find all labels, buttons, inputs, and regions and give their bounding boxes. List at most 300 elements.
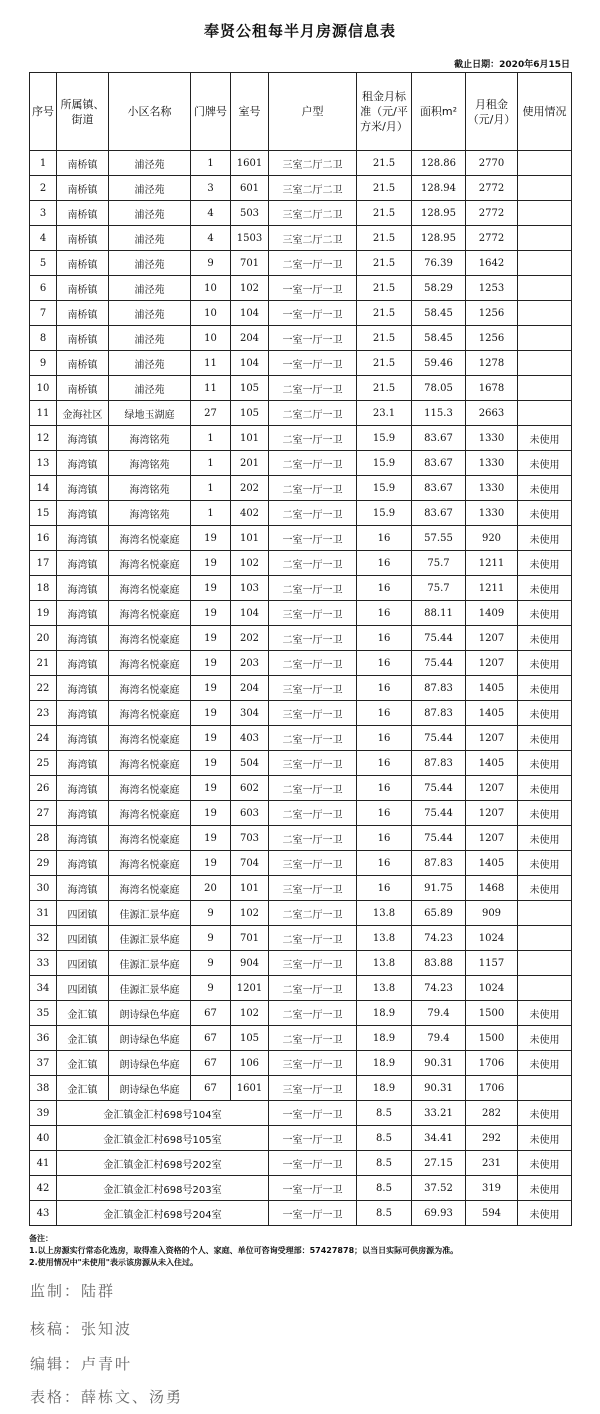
cell-town: 南桥镇: [57, 201, 109, 226]
cell-area: 75.7: [412, 551, 466, 576]
cell-town: 海湾镇: [57, 826, 109, 851]
cell-community: 海湾铭苑: [109, 451, 191, 476]
cell-building: 1: [191, 451, 231, 476]
cell-area: 115.3: [412, 401, 466, 426]
cell-building: 10: [191, 301, 231, 326]
cell-town: 海湾镇: [57, 726, 109, 751]
cell-room: 203: [231, 651, 269, 676]
cell-area: 65.89: [412, 901, 466, 926]
cell-rent-rate: 15.9: [357, 501, 412, 526]
cell-town: 南桥镇: [57, 176, 109, 201]
cell-rent-rate: 21.5: [357, 176, 412, 201]
cell-index: 26: [30, 776, 57, 801]
cell-rent-rate: 16: [357, 551, 412, 576]
cell-room: 1201: [231, 976, 269, 1001]
cell-room: 402: [231, 501, 269, 526]
cell-usage: 未使用: [518, 801, 572, 826]
cell-index: 21: [30, 651, 57, 676]
cell-monthly-rent: 920: [466, 526, 518, 551]
header-room: 室号: [231, 73, 269, 151]
cell-monthly-rent: 1207: [466, 801, 518, 826]
cell-monthly-rent: 1405: [466, 851, 518, 876]
cell-monthly-rent: 2772: [466, 226, 518, 251]
cell-rent-rate: 13.8: [357, 926, 412, 951]
cell-town: 南桥镇: [57, 276, 109, 301]
table-row: [30, 951, 572, 976]
cell-index: 29: [30, 851, 57, 876]
cell-town: 金汇镇: [57, 1076, 109, 1101]
cell-area: 75.44: [412, 801, 466, 826]
cell-area: 58.45: [412, 301, 466, 326]
cell-layout: 二室一厅一卫: [269, 476, 357, 501]
cell-room: 202: [231, 626, 269, 651]
header-usage: 使用情况: [518, 73, 572, 151]
header-monthly-rent: 月租金（元/月）: [466, 73, 518, 151]
cell-community: 海湾名悦豪庭: [109, 526, 191, 551]
cell-area: 83.88: [412, 951, 466, 976]
cell-usage: 未使用: [518, 426, 572, 451]
cell-usage: [518, 326, 572, 351]
cell-room: 904: [231, 951, 269, 976]
cell-room: 704: [231, 851, 269, 876]
cell-room: 504: [231, 751, 269, 776]
cell-rent-rate: 21.5: [357, 151, 412, 176]
cell-community: 浦泾苑: [109, 251, 191, 276]
cell-index: 43: [30, 1201, 57, 1226]
cell-monthly-rent: 2770: [466, 151, 518, 176]
cell-rent-rate: 15.9: [357, 476, 412, 501]
cell-monthly-rent: 1706: [466, 1051, 518, 1076]
table-row: [30, 551, 572, 576]
cell-monthly-rent: 1405: [466, 751, 518, 776]
cell-usage: 未使用: [518, 626, 572, 651]
credit-person: 陆群: [81, 1282, 116, 1300]
cell-town: 海湾镇: [57, 801, 109, 826]
cell-building: 1: [191, 151, 231, 176]
cell-building: 9: [191, 951, 231, 976]
cell-room: 304: [231, 701, 269, 726]
cell-rent-rate: 16: [357, 776, 412, 801]
cell-layout: 三室二厅二卫: [269, 151, 357, 176]
cell-area: 75.44: [412, 626, 466, 651]
table-row: [30, 151, 572, 176]
cell-building: 9: [191, 926, 231, 951]
cell-index: 31: [30, 901, 57, 926]
cell-community: 海湾名悦豪庭: [109, 876, 191, 901]
cell-monthly-rent: 1211: [466, 551, 518, 576]
cell-building: 19: [191, 551, 231, 576]
cell-town: 南桥镇: [57, 226, 109, 251]
cell-town: 海湾镇: [57, 751, 109, 776]
cell-monthly-rent: 282: [466, 1101, 518, 1126]
cell-monthly-rent: 1706: [466, 1076, 518, 1101]
cell-building: 67: [191, 1001, 231, 1026]
table-row: [30, 701, 572, 726]
cell-layout: 二室一厅一卫: [269, 376, 357, 401]
cell-building: 19: [191, 751, 231, 776]
cell-town: 南桥镇: [57, 376, 109, 401]
credit-person: 张知波: [81, 1320, 133, 1338]
cell-layout: 一室一厅一卫: [269, 526, 357, 551]
cell-rent-rate: 21.5: [357, 351, 412, 376]
cell-index: 18: [30, 576, 57, 601]
cell-index: 30: [30, 876, 57, 901]
table-row: [30, 651, 572, 676]
cell-area: 75.44: [412, 826, 466, 851]
table-row: [30, 576, 572, 601]
cell-town: 海湾镇: [57, 851, 109, 876]
cell-room: 1601: [231, 1076, 269, 1101]
cell-community: 浦泾苑: [109, 326, 191, 351]
cell-town: 海湾镇: [57, 551, 109, 576]
table-row: [30, 876, 572, 901]
table-row: [30, 426, 572, 451]
cell-town: 海湾镇: [57, 626, 109, 651]
cell-layout: 三室二厅二卫: [269, 226, 357, 251]
cell-layout: 二室一厅一卫: [269, 576, 357, 601]
table-row: [30, 251, 572, 276]
cell-town: 四团镇: [57, 976, 109, 1001]
cell-building: 4: [191, 201, 231, 226]
table-row: [30, 226, 572, 251]
cell-index: 2: [30, 176, 57, 201]
notes-heading: 备注：: [29, 1234, 53, 1243]
cell-monthly-rent: 1330: [466, 501, 518, 526]
cell-rent-rate: 21.5: [357, 201, 412, 226]
cell-rent-rate: 16: [357, 851, 412, 876]
cell-layout: 二室一厅一卫: [269, 451, 357, 476]
cell-town: 海湾镇: [57, 451, 109, 476]
cell-layout: 三室一厅一卫: [269, 876, 357, 901]
cell-rent-rate: 16: [357, 801, 412, 826]
table-row: [30, 1026, 572, 1051]
cell-index: 17: [30, 551, 57, 576]
cell-building: 19: [191, 826, 231, 851]
cell-room: 102: [231, 551, 269, 576]
credit-role: 表格：: [30, 1388, 82, 1406]
cell-community: 海湾铭苑: [109, 476, 191, 501]
cell-layout: 三室一厅一卫: [269, 851, 357, 876]
cell-community: 浦泾苑: [109, 176, 191, 201]
cell-room: 204: [231, 326, 269, 351]
cell-area: 33.21: [412, 1101, 466, 1126]
table-row: [30, 851, 572, 876]
cell-index: 28: [30, 826, 57, 851]
table-row: [30, 526, 572, 551]
cell-monthly-rent: 1468: [466, 876, 518, 901]
cell-index: 16: [30, 526, 57, 551]
cell-area: 79.4: [412, 1026, 466, 1051]
cell-monthly-rent: 1405: [466, 676, 518, 701]
cell-monthly-rent: 1500: [466, 1026, 518, 1051]
cell-room: 104: [231, 301, 269, 326]
cell-area: 74.23: [412, 976, 466, 1001]
cell-community: 佳源汇景华庭: [109, 976, 191, 1001]
cell-layout: 二室一厅一卫: [269, 776, 357, 801]
cell-usage: 未使用: [518, 851, 572, 876]
cell-rent-rate: 16: [357, 626, 412, 651]
cell-layout: 二室一厅一卫: [269, 826, 357, 851]
cell-area: 69.93: [412, 1201, 466, 1226]
cell-room: 1503: [231, 226, 269, 251]
notes-line-1: 1.以上房源实行常态化选房，取得准入资格的个人、家庭、单位可咨询受理部：57427878；以当日实际可供房源为准。: [29, 1246, 459, 1255]
cell-index: 37: [30, 1051, 57, 1076]
cell-index: 35: [30, 1001, 57, 1026]
cell-monthly-rent: 319: [466, 1176, 518, 1201]
cell-monthly-rent: 1330: [466, 476, 518, 501]
page-title: 奉贤公租每半月房源信息表: [203, 22, 396, 40]
cell-room: 101: [231, 426, 269, 451]
cell-monthly-rent: 292: [466, 1126, 518, 1151]
cell-monthly-rent: 1256: [466, 301, 518, 326]
cell-index: 25: [30, 751, 57, 776]
cell-layout: 一室一厅一卫: [269, 1126, 357, 1151]
cell-usage: 未使用: [518, 576, 572, 601]
cell-rent-rate: 16: [357, 751, 412, 776]
cell-usage: [518, 301, 572, 326]
cell-area: 37.52: [412, 1176, 466, 1201]
cell-usage: [518, 926, 572, 951]
table-row: [30, 401, 572, 426]
table-row: [30, 751, 572, 776]
cell-area: 128.95: [412, 226, 466, 251]
cell-community: 海湾名悦豪庭: [109, 776, 191, 801]
cell-layout: 三室一厅一卫: [269, 676, 357, 701]
cell-room: 105: [231, 401, 269, 426]
cell-rent-rate: 8.5: [357, 1126, 412, 1151]
cell-rent-rate: 16: [357, 651, 412, 676]
cell-room: 102: [231, 276, 269, 301]
header-index: 序号: [30, 73, 57, 151]
cell-room: 102: [231, 901, 269, 926]
cell-usage: [518, 901, 572, 926]
cell-building: 67: [191, 1076, 231, 1101]
cell-monthly-rent: 1253: [466, 276, 518, 301]
table-row: [30, 301, 572, 326]
cell-community: 海湾名悦豪庭: [109, 576, 191, 601]
cell-rent-rate: 16: [357, 676, 412, 701]
cell-area: 90.31: [412, 1051, 466, 1076]
cell-rent-rate: 21.5: [357, 251, 412, 276]
cell-town: 金汇镇: [57, 1001, 109, 1026]
cell-usage: 未使用: [518, 501, 572, 526]
credit-person: 薛栋文、汤勇: [81, 1388, 184, 1406]
cell-community: 海湾名悦豪庭: [109, 851, 191, 876]
cell-building: 67: [191, 1051, 231, 1076]
cell-building: 19: [191, 801, 231, 826]
cell-community: 海湾名悦豪庭: [109, 676, 191, 701]
cell-town: 四团镇: [57, 926, 109, 951]
cell-monthly-rent: 1211: [466, 576, 518, 601]
cell-layout: 二室一厅一卫: [269, 501, 357, 526]
cell-usage: 未使用: [518, 676, 572, 701]
cell-rent-rate: 21.5: [357, 226, 412, 251]
cell-usage: [518, 226, 572, 251]
cell-area: 58.45: [412, 326, 466, 351]
cell-usage: 未使用: [518, 1001, 572, 1026]
cell-area: 58.29: [412, 276, 466, 301]
cell-town: 金海社区: [57, 401, 109, 426]
cell-area: 78.05: [412, 376, 466, 401]
table-row: [30, 676, 572, 701]
cell-building: 3: [191, 176, 231, 201]
cell-building: 1: [191, 501, 231, 526]
table-row: [30, 276, 572, 301]
cell-community: 海湾名悦豪庭: [109, 651, 191, 676]
cell-town: 南桥镇: [57, 351, 109, 376]
cell-rent-rate: 16: [357, 701, 412, 726]
cell-monthly-rent: 909: [466, 901, 518, 926]
cell-address: 金汇镇金汇村698号105室: [57, 1126, 269, 1151]
cell-monthly-rent: 1207: [466, 651, 518, 676]
cell-rent-rate: 18.9: [357, 1051, 412, 1076]
cell-index: 7: [30, 301, 57, 326]
cell-room: 1601: [231, 151, 269, 176]
cell-building: 19: [191, 851, 231, 876]
cell-monthly-rent: 1256: [466, 326, 518, 351]
cell-usage: [518, 376, 572, 401]
cell-usage: 未使用: [518, 651, 572, 676]
cell-town: 四团镇: [57, 901, 109, 926]
cell-town: 金汇镇: [57, 1026, 109, 1051]
cell-rent-rate: 15.9: [357, 451, 412, 476]
cell-building: 9: [191, 901, 231, 926]
cell-index: 42: [30, 1176, 57, 1201]
cell-layout: 一室一厅一卫: [269, 276, 357, 301]
cell-usage: [518, 1076, 572, 1101]
cutoff-date: 截止日期：2020年6月15日: [454, 60, 570, 70]
cell-community: 朗诗绿色华庭: [109, 1001, 191, 1026]
cell-monthly-rent: 1330: [466, 426, 518, 451]
cell-monthly-rent: 1330: [466, 451, 518, 476]
cell-building: 19: [191, 576, 231, 601]
cell-index: 5: [30, 251, 57, 276]
cell-index: 32: [30, 926, 57, 951]
cell-usage: [518, 276, 572, 301]
cell-community: 海湾名悦豪庭: [109, 626, 191, 651]
cell-rent-rate: 8.5: [357, 1201, 412, 1226]
cell-index: 38: [30, 1076, 57, 1101]
cell-room: 105: [231, 376, 269, 401]
cell-room: 603: [231, 801, 269, 826]
cell-building: 67: [191, 1026, 231, 1051]
cell-town: 海湾镇: [57, 576, 109, 601]
cell-index: 12: [30, 426, 57, 451]
cell-community: 浦泾苑: [109, 201, 191, 226]
cell-index: 1: [30, 151, 57, 176]
cell-usage: 未使用: [518, 1176, 572, 1201]
cell-building: 9: [191, 976, 231, 1001]
table-row: [30, 1126, 572, 1151]
cell-building: 10: [191, 276, 231, 301]
cell-index: 9: [30, 351, 57, 376]
table-row: [30, 776, 572, 801]
cell-community: 佳源汇景华庭: [109, 926, 191, 951]
cell-room: 602: [231, 776, 269, 801]
cell-address: 金汇镇金汇村698号104室: [57, 1101, 269, 1126]
cell-monthly-rent: 1207: [466, 776, 518, 801]
cell-town: 海湾镇: [57, 701, 109, 726]
table-row: [30, 176, 572, 201]
cell-community: 浦泾苑: [109, 301, 191, 326]
cell-building: 1: [191, 476, 231, 501]
cell-community: 海湾名悦豪庭: [109, 826, 191, 851]
header-building: 门牌号: [191, 73, 231, 151]
cell-rent-rate: 16: [357, 601, 412, 626]
cell-monthly-rent: 1278: [466, 351, 518, 376]
cell-usage: 未使用: [518, 751, 572, 776]
cell-index: 4: [30, 226, 57, 251]
table-row: [30, 976, 572, 1001]
cell-layout: 二室一厅一卫: [269, 651, 357, 676]
cell-community: 佳源汇景华庭: [109, 951, 191, 976]
cell-rent-rate: 15.9: [357, 426, 412, 451]
cell-room: 104: [231, 601, 269, 626]
cell-building: 19: [191, 676, 231, 701]
table-row: [30, 1201, 572, 1226]
cell-rent-rate: 23.1: [357, 401, 412, 426]
cell-usage: [518, 401, 572, 426]
cell-town: 南桥镇: [57, 151, 109, 176]
cell-usage: 未使用: [518, 1151, 572, 1176]
cell-area: 128.94: [412, 176, 466, 201]
cell-usage: [518, 351, 572, 376]
cell-address: 金汇镇金汇村698号204室: [57, 1201, 269, 1226]
table-row: [30, 201, 572, 226]
cell-monthly-rent: 1157: [466, 951, 518, 976]
cell-room: 503: [231, 201, 269, 226]
cell-usage: 未使用: [518, 726, 572, 751]
cell-monthly-rent: 2772: [466, 201, 518, 226]
cell-layout: 二室一厅一卫: [269, 726, 357, 751]
cell-monthly-rent: 1024: [466, 976, 518, 1001]
cell-building: 19: [191, 626, 231, 651]
cell-monthly-rent: 594: [466, 1201, 518, 1226]
credit-role: 编辑：: [30, 1355, 82, 1373]
cell-town: 海湾镇: [57, 876, 109, 901]
cell-community: 海湾名悦豪庭: [109, 801, 191, 826]
cell-index: 11: [30, 401, 57, 426]
cell-room: 105: [231, 1026, 269, 1051]
cell-community: 海湾名悦豪庭: [109, 551, 191, 576]
cell-usage: [518, 201, 572, 226]
cell-building: 19: [191, 776, 231, 801]
cell-layout: 三室一厅一卫: [269, 701, 357, 726]
cell-room: 703: [231, 826, 269, 851]
cell-usage: [518, 951, 572, 976]
cell-area: 87.83: [412, 751, 466, 776]
cell-room: 701: [231, 926, 269, 951]
cell-community: 绿地玉湖庭: [109, 401, 191, 426]
cell-town: 四团镇: [57, 951, 109, 976]
cell-area: 83.67: [412, 426, 466, 451]
cell-usage: 未使用: [518, 776, 572, 801]
cell-area: 83.67: [412, 451, 466, 476]
table-row: [30, 626, 572, 651]
cell-building: 19: [191, 701, 231, 726]
credit-reviewer: [30, 1318, 132, 1339]
credit-role: 监制：: [30, 1282, 82, 1300]
table-row: [30, 826, 572, 851]
cell-town: 海湾镇: [57, 501, 109, 526]
cell-room: 102: [231, 1001, 269, 1026]
cell-monthly-rent: 1678: [466, 376, 518, 401]
cell-index: 39: [30, 1101, 57, 1126]
cell-layout: 三室二厅二卫: [269, 201, 357, 226]
cell-room: 201: [231, 451, 269, 476]
cell-area: 75.44: [412, 726, 466, 751]
cell-index: 10: [30, 376, 57, 401]
